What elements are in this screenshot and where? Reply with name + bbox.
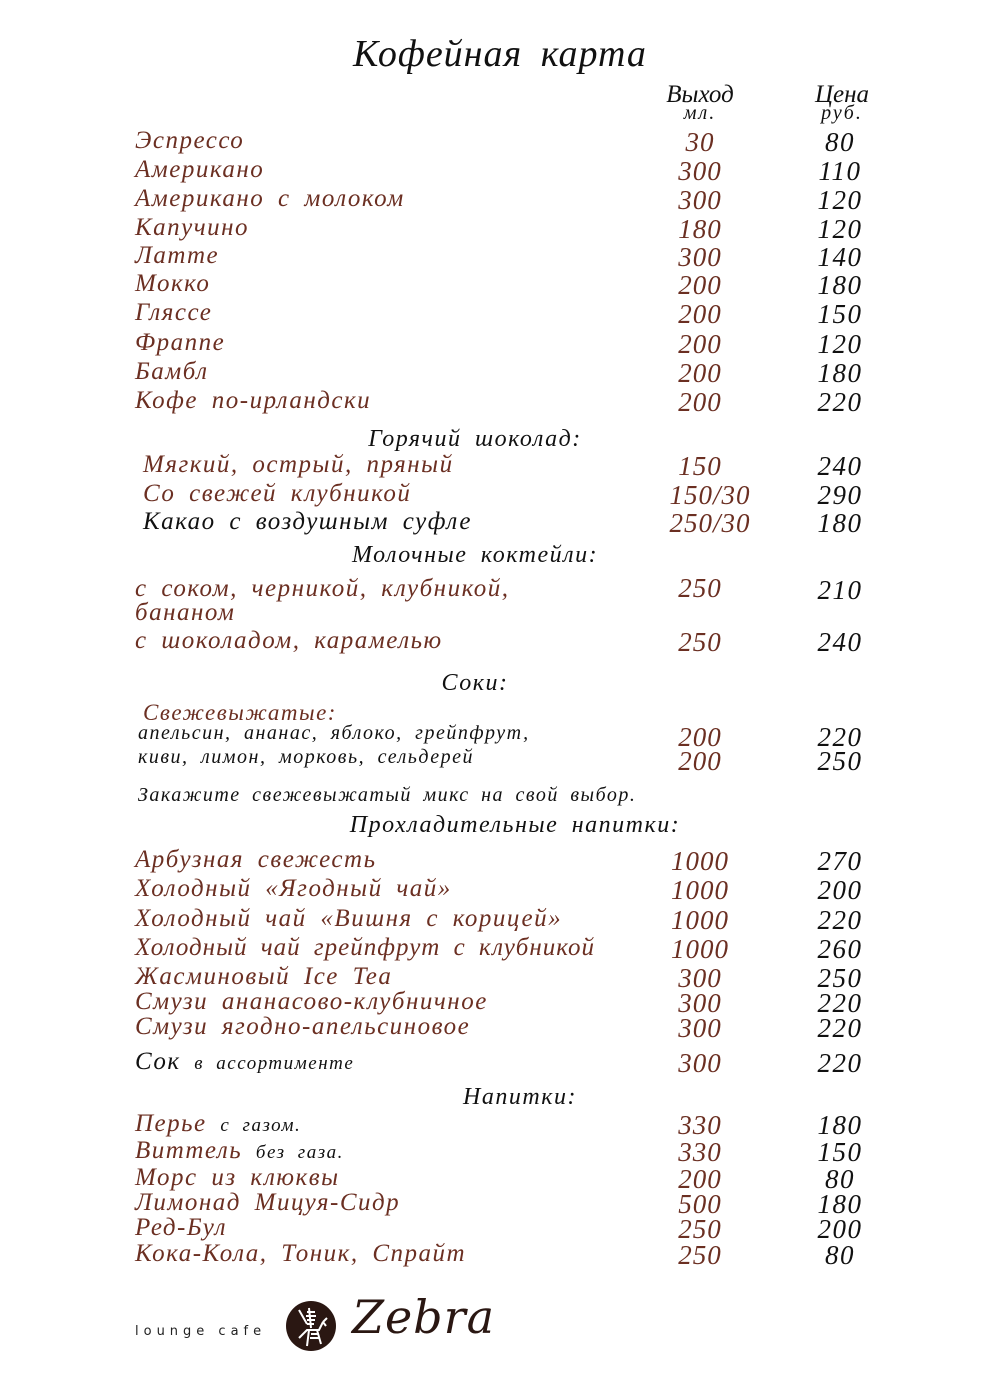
item-price: 120 — [817, 329, 863, 359]
item-volume: 300 — [678, 1013, 722, 1043]
subheading-fresh: Свежевыжатые: — [143, 700, 337, 725]
item-volume: 300 — [678, 1048, 722, 1078]
item-volume: 180 — [678, 214, 722, 244]
item-volume: 1000 — [671, 846, 729, 876]
menu-item — [0, 508, 990, 538]
item-volume: 200 — [678, 1164, 722, 1194]
item-name: Холодный чай грейпфрут с клубникой — [135, 934, 596, 961]
item-name-note: с газом. — [220, 1115, 302, 1136]
juice-mix-note: Закажите свежевыжатый микс на свой выбор. — [138, 784, 637, 806]
page-title: Кофейная карта — [353, 33, 647, 75]
item-price: 220 — [817, 387, 863, 417]
item-name — [135, 1048, 354, 1076]
item-name-continued: бананом — [135, 599, 236, 626]
item-volume: 1000 — [671, 934, 729, 964]
menu-item — [0, 299, 990, 329]
item-price: 220 — [817, 905, 863, 935]
item-volume: 250 — [678, 1214, 722, 1244]
item-volume: 300 — [678, 988, 722, 1018]
price-header-unit: руб. — [821, 102, 863, 124]
item-volume: 300 — [678, 242, 722, 272]
item-name: Холодный чай «Вишня с корицей» — [135, 905, 563, 932]
item-name: Холодный «Ягодный чай» — [135, 875, 452, 902]
item-name: Американо — [135, 156, 265, 183]
item-price: 80 — [825, 127, 855, 157]
item-name-note: без газа. — [255, 1142, 344, 1163]
item-name: с соком, черникой, клубникой, — [135, 575, 510, 602]
item-price: 210 — [817, 575, 863, 605]
item-name: Арбузная свежесть — [135, 846, 377, 873]
item-volume: 30 — [685, 127, 715, 157]
item-name: Мягкий, острый, пряный — [143, 451, 454, 478]
section-heading-hot-chocolate: Горячий шоколад: — [368, 426, 582, 452]
menu-item — [0, 214, 990, 244]
item-volume: 300 — [678, 185, 722, 215]
item-name: Латте — [135, 242, 220, 269]
item-volume: 200 — [678, 722, 722, 752]
item-price: 250 — [817, 746, 863, 776]
volume-header-label: Выход — [666, 81, 734, 108]
item-price: 240 — [817, 451, 863, 481]
item-name: Со свежей клубникой — [143, 480, 412, 507]
zebra-emblem-icon — [285, 1300, 337, 1352]
item-volume: 330 — [678, 1110, 722, 1140]
item-price: 150 — [817, 1137, 863, 1167]
menu-item — [0, 451, 990, 481]
item-name: Мокко — [135, 270, 211, 297]
menu-item — [0, 905, 990, 935]
item-price: 180 — [817, 508, 863, 538]
item-volume: 300 — [678, 963, 722, 993]
price-column-header — [792, 81, 892, 124]
menu-item — [0, 1048, 990, 1078]
item-name: Какао с воздушным суфле — [143, 508, 472, 535]
item-volume: 200 — [678, 329, 722, 359]
menu-item — [0, 270, 990, 300]
item-volume: 300 — [678, 156, 722, 186]
item-price: 120 — [817, 185, 863, 215]
item-name: Гляссе — [135, 299, 213, 326]
item-name: Кока-Кола, Тоник, Спрайт — [135, 1240, 467, 1267]
item-volume: 250 — [678, 627, 722, 657]
item-name-main: Сок — [135, 1048, 181, 1075]
brand-logo: Zebra — [352, 1290, 496, 1344]
item-volume: 1000 — [671, 905, 729, 935]
menu-item — [0, 1013, 990, 1043]
item-name: Лимонад Мицуя-Сидр — [135, 1189, 401, 1216]
menu-item — [0, 329, 990, 359]
menu-item — [0, 1240, 990, 1270]
item-price: 220 — [817, 1013, 863, 1043]
item-price: 260 — [817, 934, 863, 964]
item-volume: 1000 — [671, 875, 729, 905]
menu-item — [0, 627, 990, 657]
menu-item — [0, 575, 990, 625]
menu-item — [0, 1137, 990, 1167]
item-price: 180 — [817, 358, 863, 388]
volume-column-header — [650, 81, 750, 124]
item-name: Бамбл — [135, 358, 209, 385]
item-price: 220 — [817, 988, 863, 1018]
menu-item — [0, 846, 990, 876]
item-volume: 250 — [678, 573, 722, 603]
item-price: 200 — [817, 1214, 863, 1244]
section-heading-cold-drinks: Прохладительные напитки: — [349, 812, 681, 838]
item-name: киви, лимон, морковь, сельдерей — [138, 746, 475, 768]
item-name: Ред-Бул — [135, 1214, 228, 1241]
item-price: 180 — [817, 1189, 863, 1219]
item-name: апельсин, ананас, яблоко, грейпфрут, — [138, 722, 530, 744]
item-price: 180 — [817, 1110, 863, 1140]
item-price: 80 — [825, 1240, 855, 1270]
menu-item — [0, 358, 990, 388]
item-price: 110 — [818, 156, 862, 186]
item-price: 120 — [817, 214, 863, 244]
item-name — [135, 1137, 344, 1165]
item-name: Кофе по-ирландски — [135, 387, 372, 414]
item-volume: 200 — [678, 746, 722, 776]
section-heading-milkshakes: Молочные коктейли: — [351, 542, 599, 568]
menu-item — [0, 1110, 990, 1140]
item-volume: 250 — [678, 1240, 722, 1270]
item-volume: 200 — [678, 358, 722, 388]
item-volume: 330 — [678, 1137, 722, 1167]
item-price: 270 — [817, 846, 863, 876]
item-volume: 150/30 — [669, 480, 751, 510]
item-name: Американо с молоком — [135, 185, 405, 212]
item-volume: 500 — [678, 1189, 722, 1219]
item-volume: 200 — [678, 270, 722, 300]
item-volume: 250/30 — [669, 508, 751, 538]
item-name: Капучино — [135, 214, 250, 241]
item-volume: 150 — [678, 451, 722, 481]
item-name: Смузи ягодно-апельсиновое — [135, 1013, 471, 1040]
item-price: 180 — [817, 270, 863, 300]
menu-item — [0, 242, 990, 272]
item-name: Фраппе — [135, 329, 226, 356]
menu-item — [0, 875, 990, 905]
section-heading-juices: Соки: — [441, 670, 509, 696]
item-name-main: Виттель — [135, 1137, 243, 1164]
footer-tagline: lounge cafe — [135, 1324, 267, 1339]
menu-item — [0, 746, 990, 776]
item-name-note: в ассортименте — [194, 1053, 355, 1074]
item-price: 140 — [817, 242, 863, 272]
item-name: с шоколадом, карамелью — [135, 627, 443, 654]
menu-item — [0, 156, 990, 186]
item-price: 290 — [817, 480, 863, 510]
section-heading-drinks: Напитки: — [463, 1084, 577, 1110]
item-price: 220 — [817, 722, 863, 752]
item-name-main: Перье — [135, 1110, 207, 1137]
item-volume: 200 — [678, 387, 722, 417]
item-price: 200 — [817, 875, 863, 905]
menu-item — [0, 934, 990, 964]
menu-item — [0, 387, 990, 417]
menu-item — [0, 185, 990, 215]
item-name: Морс из клюквы — [135, 1164, 340, 1191]
item-price: 80 — [825, 1164, 855, 1194]
item-price: 220 — [817, 1048, 863, 1078]
item-price: 250 — [817, 963, 863, 993]
volume-header-unit: мл. — [683, 102, 717, 124]
menu-item — [0, 127, 990, 157]
item-volume: 200 — [678, 299, 722, 329]
price-header-label: Цена — [814, 81, 870, 108]
item-name — [135, 1110, 301, 1138]
item-name: Смузи ананасово-клубничное — [135, 988, 488, 1015]
menu-item — [0, 480, 990, 510]
item-name: Эспрессо — [135, 127, 245, 154]
item-price: 150 — [817, 299, 863, 329]
item-name: Жасминовый Ice Tea — [135, 963, 393, 990]
item-price: 240 — [817, 627, 863, 657]
